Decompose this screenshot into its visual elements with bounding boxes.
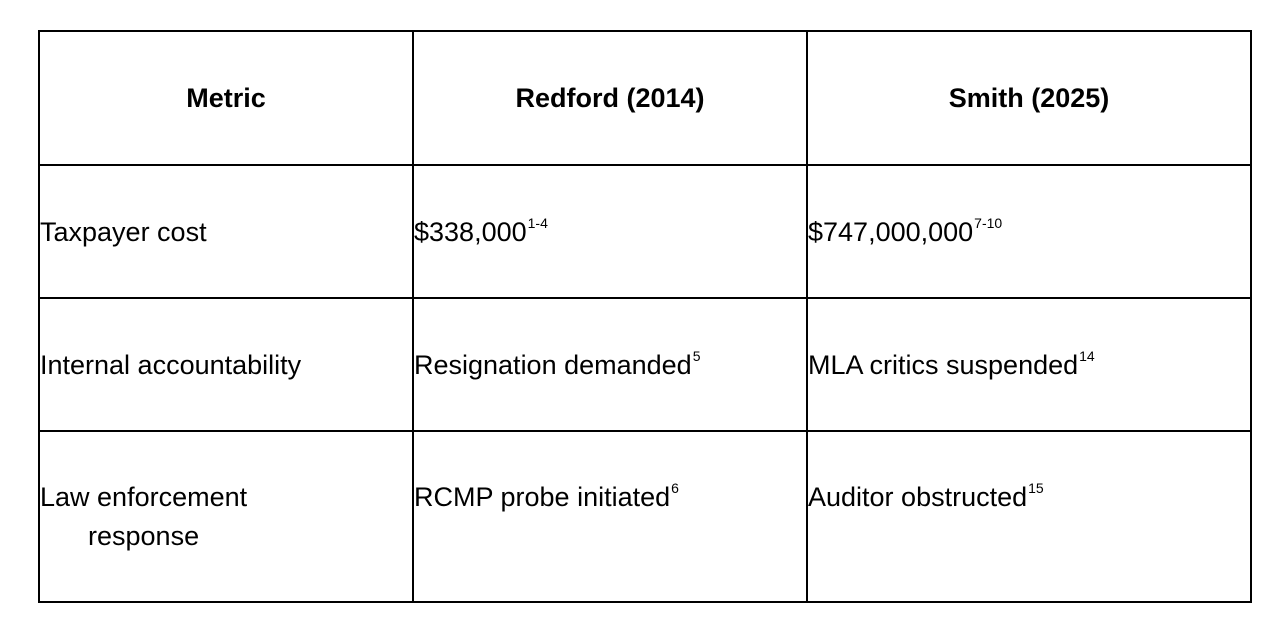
metric-label-line: response: [88, 521, 200, 551]
metric-label: Taxpayer cost: [40, 217, 207, 247]
redford-value: Resignation demanded: [414, 350, 692, 380]
table-row: [39, 298, 1251, 431]
redford-cell: [413, 431, 807, 602]
smith-value: Auditor obstructed: [808, 482, 1028, 512]
footnote-ref: 1-4: [527, 215, 548, 231]
metric-label: Internal accountability: [40, 350, 302, 380]
header-redford: Redford (2014): [413, 31, 807, 165]
footnote-ref: 14: [1079, 348, 1095, 364]
metric-label: [40, 478, 247, 556]
smith-value: MLA critics suspended: [808, 350, 1079, 380]
metric-cell: [39, 431, 413, 602]
table-header-row: [39, 31, 1251, 165]
metric-cell: [39, 298, 413, 431]
footnote-ref: 6: [671, 480, 679, 496]
comparison-table: [38, 30, 1252, 603]
metric-label-line: Law enforcement: [40, 482, 248, 512]
smith-value: $747,000,000: [808, 217, 974, 247]
smith-cell: [807, 298, 1251, 431]
header-smith: Smith (2025): [807, 31, 1251, 165]
redford-value: RCMP probe initiated: [414, 482, 671, 512]
smith-cell: [807, 165, 1251, 298]
footnote-ref: 5: [692, 348, 701, 364]
footnote-ref: 15: [1028, 480, 1044, 496]
table-row: [39, 431, 1251, 602]
metric-cell: [39, 165, 413, 298]
smith-cell: [807, 431, 1251, 602]
redford-value: $338,000: [414, 217, 527, 247]
redford-cell: [413, 165, 807, 298]
table-row: [39, 165, 1251, 298]
redford-cell: [413, 298, 807, 431]
header-metric: Metric: [39, 31, 413, 165]
footnote-ref: 7-10: [974, 215, 1003, 231]
